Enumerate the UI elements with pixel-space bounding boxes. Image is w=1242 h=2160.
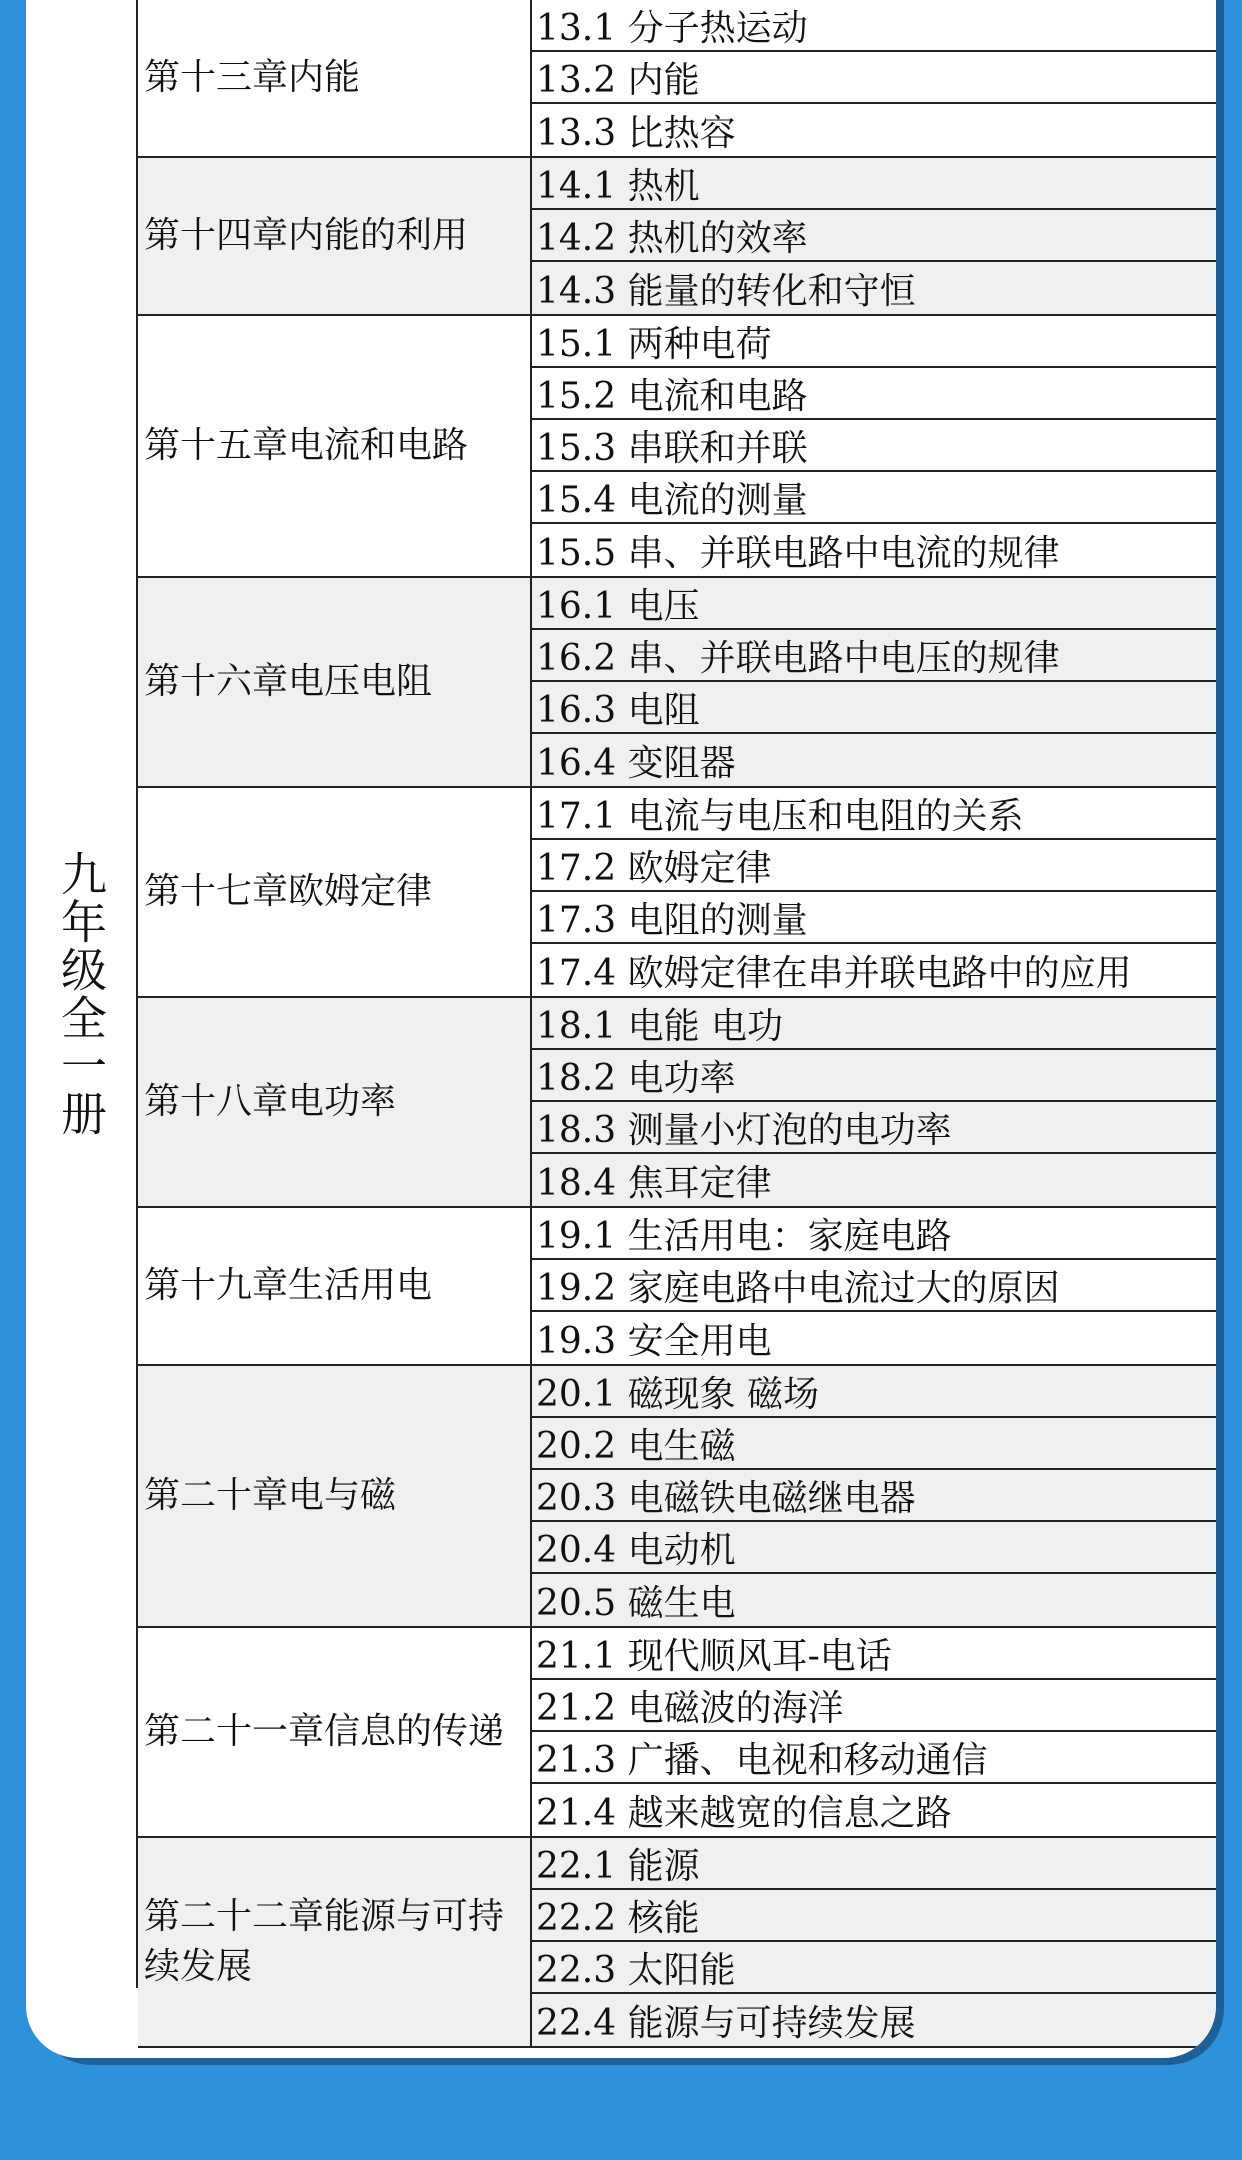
chapter-title (138, 578, 532, 786)
section-item: 20.2 电生磁 (532, 1418, 1216, 1470)
section-item: 19.1 生活用电：家庭电路 (532, 1208, 1216, 1260)
section-list (532, 1208, 1216, 1364)
section-item: 15.1 两种电荷 (532, 316, 1216, 368)
section-item: 14.3 能量的转化和守恒 (532, 262, 1216, 314)
section-item: 22.2 核能 (532, 1890, 1216, 1942)
section-list (532, 1366, 1216, 1626)
section-item: 17.4 欧姆定律在串并联电路中的应用 (536, 952, 1132, 994)
chapter-row (138, 0, 1216, 158)
section-item: 15.2 电流和电路 (532, 368, 1216, 420)
chapter-title (138, 998, 532, 1206)
chapter-title-text: 第十四章内能的利用 (144, 215, 469, 256)
chapter-row (138, 1838, 1216, 2048)
section-item: 14.2 热机的效率 (532, 210, 1216, 262)
section-item: 15.3 串联和并联 (532, 420, 1216, 472)
section-item: 21.3 广播、电视和移动通信 (532, 1732, 1216, 1784)
section-item: 20.5 磁生电 (532, 1574, 1216, 1626)
section-item: 16.4 变阻器 (532, 734, 1216, 786)
section-item: 22.1 能源 (532, 1838, 1216, 1890)
chapter-row (138, 1366, 1216, 1628)
section-list (532, 788, 1216, 996)
section-item: 19.3 安全用电 (536, 1320, 772, 1362)
chapter-title (138, 788, 532, 996)
chapter-title-text: 第二十一章信息的传递 (144, 1711, 505, 1752)
section-list (532, 158, 1216, 314)
chapter-title-lines (144, 1892, 504, 1992)
section-list (532, 578, 1216, 786)
chapter-title (138, 316, 532, 576)
section-item: 20.1 磁现象 磁场 (532, 1366, 1216, 1418)
section-item: 16.2 串、并联电路中电压的规律 (532, 630, 1216, 682)
section-item: 13.3 比热容 (536, 112, 736, 154)
section-list (532, 998, 1216, 1206)
section-item: 22.3 太阳能 (532, 1942, 1216, 1994)
section-item: 17.2 欧姆定律 (532, 840, 1216, 892)
chapter-title-line: 第二十二章能源与可持 (144, 1896, 505, 1937)
section-item: 13.2 内能 (532, 52, 1216, 104)
chapter-title-text: 第十七章欧姆定律 (144, 871, 433, 912)
section-list (532, 0, 1216, 156)
section-item: 21.2 电磁波的海洋 (532, 1680, 1216, 1732)
chapter-title (138, 1366, 532, 1626)
section-item: 19.2 家庭电路中电流过大的原因 (532, 1260, 1216, 1312)
section-item: 18.1 电能 电功 (532, 998, 1216, 1050)
section-item: 13.1 分子热运动 (532, 0, 1216, 52)
section-item: 18.2 电功率 (532, 1050, 1216, 1102)
section-item: 21.4 越来越宽的信息之路 (536, 1792, 952, 1834)
section-item: 20.4 电动机 (532, 1522, 1216, 1574)
section-item: 22.4 能源与可持续发展 (532, 1994, 1216, 2046)
section-item: 20.3 电磁铁电磁继电器 (532, 1470, 1216, 1522)
chapter-title (138, 1628, 532, 1836)
section-list (532, 1628, 1216, 1836)
chapter-row (138, 1628, 1216, 1838)
chapter-title-text: 第十三章内能 (144, 57, 361, 98)
volume-label (26, 0, 136, 1988)
chapter-row (138, 1208, 1216, 1366)
section-item: 14.1 热机 (532, 158, 1216, 210)
chapter-row (138, 316, 1216, 578)
chapter-title-text: 第十五章电流和电路 (144, 425, 469, 466)
chapter-title-text: 第十九章生活用电 (144, 1265, 433, 1306)
section-item: 18.4 焦耳定律 (532, 1154, 1216, 1206)
chapter-title (138, 1208, 532, 1364)
volume-title: 九年级全一册 (54, 850, 108, 1138)
chapter-row (138, 578, 1216, 788)
section-list (532, 1838, 1216, 2046)
chapter-table (136, 0, 1216, 2044)
chapter-row (138, 998, 1216, 1208)
section-list (532, 316, 1216, 576)
chapter-title (138, 0, 532, 156)
chapter-title-text: 第二十章电与磁 (144, 1475, 397, 1516)
chapter-row (138, 788, 1216, 998)
section-item: 18.3 测量小灯泡的电功率 (532, 1102, 1216, 1154)
chapter-title (138, 158, 532, 314)
section-item: 16.1 电压 (532, 578, 1216, 630)
section-item: 16.3 电阻 (532, 682, 1216, 734)
outline-card (26, 0, 1216, 2058)
section-item: 15.5 串、并联电路中电流的规律 (536, 532, 1060, 574)
chapter-title-line: 续发展 (144, 1946, 253, 1987)
section-item: 17.3 电阻的测量 (532, 892, 1216, 944)
chapter-title (138, 1838, 532, 2046)
section-item: 15.4 电流的测量 (532, 472, 1216, 524)
section-item: 21.1 现代顺风耳-电话 (532, 1628, 1216, 1680)
chapter-title-text: 第十八章电功率 (144, 1081, 397, 1122)
section-item: 17.1 电流与电压和电阻的关系 (532, 788, 1216, 840)
chapter-title-text: 第十六章电压电阻 (144, 661, 433, 702)
chapter-row (138, 158, 1216, 316)
